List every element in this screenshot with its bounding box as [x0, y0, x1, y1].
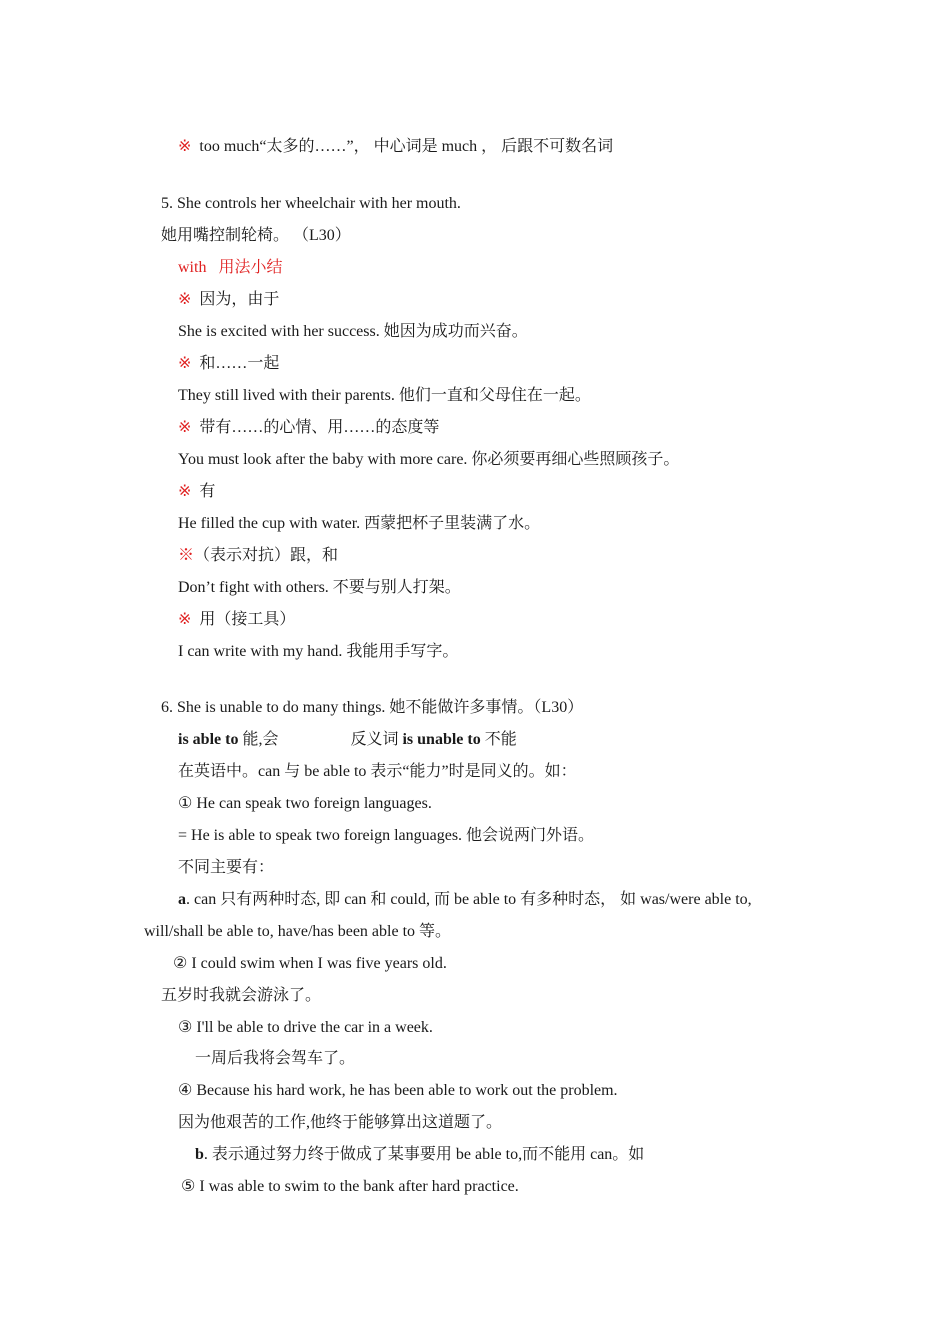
- reference-mark: ※: [178, 291, 192, 308]
- usage-label-text: 有: [199, 483, 216, 500]
- example-1b: = He is able to speak two foreign languages. 他会说两门外语。: [178, 827, 595, 844]
- point-a-continued: will/shall be able to, have/has been able to 等。: [144, 923, 452, 940]
- heading-rest: 用法小结: [218, 259, 283, 276]
- difference-title: 不同主要有：: [178, 859, 275, 876]
- with-usage-heading: [178, 258, 282, 278]
- usage-label-text: 因为，由于: [199, 291, 280, 308]
- able-definition: [178, 730, 517, 750]
- intro-text: 在英语中。can 与 be able to 表示“能力”时是同义的。如：: [178, 763, 577, 780]
- example-2-translation: 五岁时我就会游泳了。: [161, 987, 322, 1004]
- usage-example: I can write with my hand. 我能用手写字。: [178, 643, 459, 660]
- example-3-translation: 一周后我将会驾车了。: [195, 1050, 356, 1067]
- example-2: ② I could swim when I was five years old.: [173, 955, 447, 972]
- usage-label-text: （表示对抗）跟，和: [194, 547, 339, 564]
- note-text: too much“太多的……”， 中心词是 much ， 后跟不可数名词: [199, 138, 614, 155]
- usage-label-text: 带有……的心情、用……的态度等: [199, 419, 440, 436]
- sentence-5: 5. She controls her wheelchair with her mouth.: [161, 195, 461, 212]
- example-5: ⑤ I was able to swim to the bank after hard practice.: [181, 1178, 519, 1195]
- usage-example: They still lived with their parents. 他们一直和父母住在一起。: [178, 387, 591, 404]
- example-4-translation: 因为他艰苦的工作,他终于能够算出这道题了。: [178, 1114, 503, 1131]
- example-1: ① He can speak two foreign languages.: [178, 795, 432, 812]
- usage-label: [178, 546, 338, 566]
- reference-mark: ※: [178, 483, 192, 500]
- reference-mark: ※: [178, 611, 192, 628]
- reference-mark: ※: [178, 419, 192, 436]
- reference-mark: ※: [178, 355, 192, 372]
- sentence-6: 6. She is unable to do many things. 她不能做许多事情。（L30）: [161, 699, 584, 716]
- point-a-text: . can 只有两种时态, 即 can 和 could, 而 be able to 有多种时态， 如 was/were able to,: [186, 891, 752, 908]
- able-term: is able to: [178, 731, 239, 748]
- point-b-label: b: [195, 1146, 204, 1163]
- note-too-much: [178, 137, 613, 157]
- usage-example: You must look after the baby with more care. 你必须要再细心些照顾孩子。: [178, 451, 680, 468]
- point-a: [178, 890, 752, 910]
- antonym-label: 反义词: [350, 731, 399, 748]
- point-b: [195, 1145, 644, 1165]
- unable-term: is unable to: [402, 731, 481, 748]
- usage-label-text: 用（接工具）: [199, 611, 296, 628]
- usage-example: Don’t fight with others. 不要与别人打架。: [178, 579, 461, 596]
- usage-label: [178, 610, 295, 630]
- reference-mark: ※: [178, 547, 195, 564]
- unable-meaning: 不能: [484, 731, 517, 748]
- usage-example: She is excited with her success. 她因为成功而兴奋。: [178, 323, 528, 340]
- usage-label: [178, 290, 279, 310]
- reference-mark: ※: [178, 138, 192, 155]
- usage-label: [178, 482, 215, 502]
- point-a-label: a: [178, 891, 186, 908]
- usage-example: He filled the cup with water. 西蒙把杯子里装满了水。: [178, 515, 541, 532]
- heading-word: with: [178, 259, 207, 276]
- usage-label: [178, 354, 279, 374]
- able-meaning: 能,会: [242, 731, 279, 748]
- example-4: ④ Because his hard work, he has been able to work out the problem.: [178, 1082, 618, 1099]
- usage-label-text: 和……一起: [199, 355, 280, 372]
- sentence-5-translation: 她用嘴控制轮椅。 （L30）: [161, 227, 351, 244]
- example-3: ③ I'll be able to drive the car in a week.: [178, 1019, 433, 1036]
- point-b-text: . 表示通过努力终于做成了某事要用 be able to,而不能用 can。如: [203, 1146, 645, 1163]
- usage-label: [178, 418, 439, 438]
